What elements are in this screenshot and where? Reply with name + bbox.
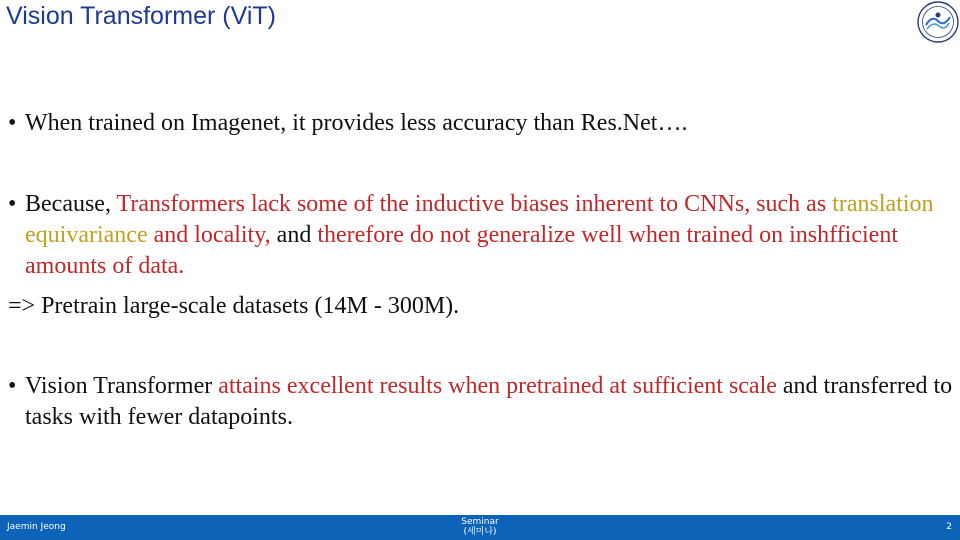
bullet-marker: •: [8, 191, 17, 217]
slide-title: Vision Transformer (ViT): [6, 2, 276, 30]
bullet-imagenet-accuracy: [8, 108, 960, 139]
bullet-text-highlight: and locality,: [147, 222, 271, 248]
bullet-marker: •: [8, 373, 17, 399]
footer-bar: [0, 515, 960, 540]
pretrain-note: => Pretrain large-scale datasets (14M - 300M).: [8, 293, 460, 319]
footer-seminar: [440, 517, 520, 537]
bullet-text-part: and transferred to tasks with fewer datapoints.: [25, 373, 953, 430]
bullet-text-highlight: therefore do not generalize well when trained on inshfficient amounts of data.: [25, 222, 898, 279]
footer-seminar-line2: (세미나): [463, 527, 497, 537]
footer-page-number: 2: [946, 522, 952, 532]
bullet-text-part: Because,: [25, 191, 117, 217]
bullet-text-part: Vision Transformer: [25, 373, 219, 399]
university-seal-logo: [917, 1, 959, 43]
bullet-marker: •: [8, 110, 17, 136]
bullet-text-highlight: attains excellent results when pretrained at sufficient scale: [218, 373, 777, 399]
bullet-text-highlight-olive: translation equivariance: [25, 191, 934, 248]
footer-seminar-line1: Seminar: [461, 517, 499, 527]
bullet-text: When trained on Imagenet, it provides less accuracy than Res.Net….: [25, 110, 688, 136]
bullet-excellent-results: [8, 371, 960, 433]
footer-author: Jaemin Jeong: [7, 522, 66, 532]
bullet-text-part: and: [270, 222, 318, 248]
bullet-inductive-biases: [8, 189, 960, 282]
bullet-text-highlight: Transformers lack some of the inductive biases inherent to CNNs, such as: [116, 191, 833, 217]
